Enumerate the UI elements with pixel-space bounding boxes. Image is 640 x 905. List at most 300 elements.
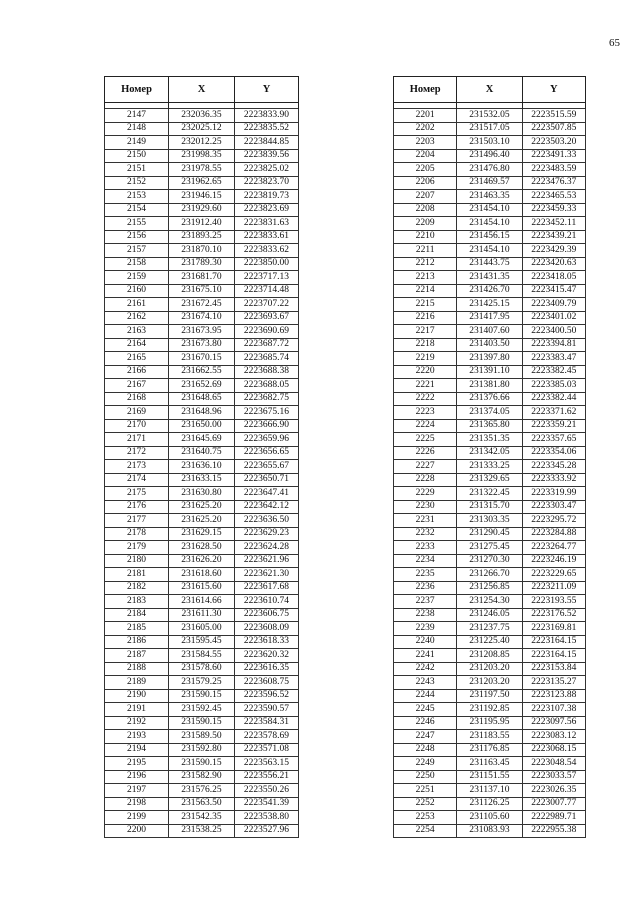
cell-x: 231151.55 xyxy=(457,770,522,784)
cell-number: 2203 xyxy=(394,136,457,150)
table-row xyxy=(394,163,586,177)
table-row xyxy=(105,662,299,676)
header-number: Номер xyxy=(105,77,169,103)
cell-x: 231351.35 xyxy=(457,433,522,447)
coordinates-table-left xyxy=(104,76,299,838)
table-row xyxy=(394,203,586,217)
cell-y: 2223420.63 xyxy=(522,257,585,271)
cell-y: 2223295.72 xyxy=(522,514,585,528)
cell-y: 2223033.57 xyxy=(522,770,585,784)
table-row xyxy=(105,392,299,406)
cell-number: 2166 xyxy=(105,365,169,379)
table-row xyxy=(394,149,586,163)
cell-x: 231342.05 xyxy=(457,446,522,460)
table-row xyxy=(105,257,299,271)
table-row xyxy=(105,649,299,663)
cell-x: 231105.60 xyxy=(457,811,522,825)
cell-y: 2223284.88 xyxy=(522,527,585,541)
cell-y: 2223401.02 xyxy=(522,311,585,325)
cell-x: 231538.25 xyxy=(169,824,235,838)
table-row xyxy=(105,163,299,177)
cell-x: 231978.55 xyxy=(169,163,235,177)
cell-number: 2200 xyxy=(105,824,169,838)
cell-y: 2223839.56 xyxy=(234,149,298,163)
cell-y: 2223229.65 xyxy=(522,568,585,582)
table-row xyxy=(105,595,299,609)
cell-x: 231675.10 xyxy=(169,284,235,298)
table-row xyxy=(394,689,586,703)
cell-y: 2223578.69 xyxy=(234,730,298,744)
cell-number: 2158 xyxy=(105,257,169,271)
cell-x: 231517.05 xyxy=(457,122,522,136)
cell-number: 2176 xyxy=(105,500,169,514)
table-row xyxy=(394,757,586,771)
cell-number: 2213 xyxy=(394,271,457,285)
cell-number: 2240 xyxy=(394,635,457,649)
cell-number: 2149 xyxy=(105,136,169,150)
cell-x: 231618.60 xyxy=(169,568,235,582)
cell-x: 231595.45 xyxy=(169,635,235,649)
cell-y: 2223707.22 xyxy=(234,298,298,312)
table-row xyxy=(394,473,586,487)
cell-y: 2223717.13 xyxy=(234,271,298,285)
cell-number: 2178 xyxy=(105,527,169,541)
table-row xyxy=(394,365,586,379)
cell-x: 231397.80 xyxy=(457,352,522,366)
cell-number: 2186 xyxy=(105,635,169,649)
cell-x: 231670.15 xyxy=(169,352,235,366)
table-header-row xyxy=(105,77,299,103)
cell-y: 2223503.20 xyxy=(522,136,585,150)
cell-x: 231625.20 xyxy=(169,500,235,514)
cell-x: 231454.10 xyxy=(457,203,522,217)
cell-x: 231443.75 xyxy=(457,257,522,271)
cell-x: 231237.75 xyxy=(457,622,522,636)
table-row xyxy=(105,730,299,744)
table-row xyxy=(394,716,586,730)
cell-x: 231391.10 xyxy=(457,365,522,379)
table-row xyxy=(105,149,299,163)
cell-y: 2223685.74 xyxy=(234,352,298,366)
table-row xyxy=(394,730,586,744)
cell-number: 2197 xyxy=(105,784,169,798)
cell-y: 2223610.74 xyxy=(234,595,298,609)
table-row xyxy=(105,325,299,339)
cell-y: 2223007.77 xyxy=(522,797,585,811)
cell-x: 231197.50 xyxy=(457,689,522,703)
cell-y: 2223682.75 xyxy=(234,392,298,406)
cell-number: 2168 xyxy=(105,392,169,406)
cell-y: 2223394.81 xyxy=(522,338,585,352)
cell-y: 2223176.52 xyxy=(522,608,585,622)
cell-y: 2223844.85 xyxy=(234,136,298,150)
cell-y: 2223606.75 xyxy=(234,608,298,622)
cell-number: 2210 xyxy=(394,230,457,244)
cell-y: 2223835.52 xyxy=(234,122,298,136)
table-row xyxy=(394,568,586,582)
cell-y: 2223620.32 xyxy=(234,649,298,663)
page-number: 65 xyxy=(609,37,620,49)
table-row xyxy=(105,676,299,690)
cell-x: 231650.00 xyxy=(169,419,235,433)
table-row xyxy=(105,190,299,204)
cell-x: 231425.15 xyxy=(457,298,522,312)
table-row xyxy=(394,541,586,555)
table-row xyxy=(394,176,586,190)
cell-x: 231674.10 xyxy=(169,311,235,325)
table-row xyxy=(394,230,586,244)
cell-x: 231476.80 xyxy=(457,163,522,177)
table-row xyxy=(105,514,299,528)
cell-x: 231578.60 xyxy=(169,662,235,676)
table-row xyxy=(394,392,586,406)
table-row xyxy=(105,743,299,757)
cell-x: 231254.30 xyxy=(457,595,522,609)
cell-x: 231266.70 xyxy=(457,568,522,582)
cell-number: 2249 xyxy=(394,757,457,771)
cell-number: 2220 xyxy=(394,365,457,379)
table-row xyxy=(394,500,586,514)
table-row xyxy=(394,824,586,838)
cell-number: 2148 xyxy=(105,122,169,136)
cell-number: 2185 xyxy=(105,622,169,636)
cell-y: 2223608.09 xyxy=(234,622,298,636)
cell-number: 2191 xyxy=(105,703,169,717)
cell-number: 2219 xyxy=(394,352,457,366)
cell-x: 231615.60 xyxy=(169,581,235,595)
cell-number: 2173 xyxy=(105,460,169,474)
cell-x: 232012.25 xyxy=(169,136,235,150)
cell-y: 2223825.02 xyxy=(234,163,298,177)
table-row xyxy=(105,365,299,379)
cell-x: 231225.40 xyxy=(457,635,522,649)
cell-y: 2223616.35 xyxy=(234,662,298,676)
cell-x: 231163.45 xyxy=(457,757,522,771)
cell-number: 2216 xyxy=(394,311,457,325)
cell-y: 2223650.71 xyxy=(234,473,298,487)
cell-number: 2188 xyxy=(105,662,169,676)
header-number: Номер xyxy=(394,77,457,103)
table-row xyxy=(105,703,299,717)
cell-number: 2212 xyxy=(394,257,457,271)
table-row xyxy=(394,136,586,150)
table-row xyxy=(105,136,299,150)
cell-x: 231137.10 xyxy=(457,784,522,798)
cell-x: 231605.00 xyxy=(169,622,235,636)
cell-y: 2223383.47 xyxy=(522,352,585,366)
cell-x: 231673.80 xyxy=(169,338,235,352)
cell-y: 2223264.77 xyxy=(522,541,585,555)
cell-number: 2237 xyxy=(394,595,457,609)
cell-y: 2223642.12 xyxy=(234,500,298,514)
cell-y: 2223483.59 xyxy=(522,163,585,177)
cell-number: 2236 xyxy=(394,581,457,595)
cell-y: 2223590.57 xyxy=(234,703,298,717)
cell-y: 2223164.15 xyxy=(522,635,585,649)
cell-number: 2243 xyxy=(394,676,457,690)
table-row xyxy=(105,271,299,285)
cell-number: 2225 xyxy=(394,433,457,447)
cell-x: 231648.65 xyxy=(169,392,235,406)
table-row xyxy=(394,635,586,649)
cell-x: 231946.15 xyxy=(169,190,235,204)
table-row xyxy=(105,176,299,190)
cell-y: 2223621.96 xyxy=(234,554,298,568)
cell-x: 231589.50 xyxy=(169,730,235,744)
cell-y: 2223400.50 xyxy=(522,325,585,339)
cell-x: 231454.10 xyxy=(457,217,522,231)
cell-x: 231365.80 xyxy=(457,419,522,433)
table-row xyxy=(105,406,299,420)
cell-x: 231503.10 xyxy=(457,136,522,150)
table-row xyxy=(394,527,586,541)
table-row xyxy=(394,271,586,285)
table-row xyxy=(394,244,586,258)
cell-y: 2223823.69 xyxy=(234,203,298,217)
cell-x: 231592.80 xyxy=(169,743,235,757)
cell-y: 2223621.30 xyxy=(234,568,298,582)
cell-y: 2223164.15 xyxy=(522,649,585,663)
table-row xyxy=(394,311,586,325)
cell-x: 231192.85 xyxy=(457,703,522,717)
table-row xyxy=(105,298,299,312)
cell-number: 2218 xyxy=(394,338,457,352)
cell-y: 2223354.06 xyxy=(522,446,585,460)
cell-y: 2223550.26 xyxy=(234,784,298,798)
cell-x: 231962.65 xyxy=(169,176,235,190)
cell-y: 2222989.71 xyxy=(522,811,585,825)
cell-y: 2223666.90 xyxy=(234,419,298,433)
header-y: Y xyxy=(234,77,298,103)
cell-y: 2223193.55 xyxy=(522,595,585,609)
cell-number: 2161 xyxy=(105,298,169,312)
cell-x: 231203.20 xyxy=(457,662,522,676)
cell-x: 231126.25 xyxy=(457,797,522,811)
cell-x: 231417.95 xyxy=(457,311,522,325)
cell-number: 2226 xyxy=(394,446,457,460)
cell-y: 2223026.35 xyxy=(522,784,585,798)
cell-y: 2223624.28 xyxy=(234,541,298,555)
cell-number: 2172 xyxy=(105,446,169,460)
cell-x: 231912.40 xyxy=(169,217,235,231)
cell-y: 2223382.45 xyxy=(522,365,585,379)
table-row xyxy=(394,649,586,663)
cell-number: 2248 xyxy=(394,743,457,757)
table-row xyxy=(394,446,586,460)
cell-number: 2153 xyxy=(105,190,169,204)
cell-x: 231195.95 xyxy=(457,716,522,730)
cell-y: 2223608.75 xyxy=(234,676,298,690)
cell-y: 2223476.37 xyxy=(522,176,585,190)
cell-number: 2233 xyxy=(394,541,457,555)
cell-x: 231614.66 xyxy=(169,595,235,609)
table-row xyxy=(105,716,299,730)
cell-number: 2222 xyxy=(394,392,457,406)
cell-y: 2223596.52 xyxy=(234,689,298,703)
cell-y: 2223452.11 xyxy=(522,217,585,231)
cell-y: 2223169.81 xyxy=(522,622,585,636)
cell-number: 2151 xyxy=(105,163,169,177)
table-row xyxy=(105,352,299,366)
cell-number: 2245 xyxy=(394,703,457,717)
cell-number: 2227 xyxy=(394,460,457,474)
cell-x: 231431.35 xyxy=(457,271,522,285)
cell-x: 231579.25 xyxy=(169,676,235,690)
cell-number: 2224 xyxy=(394,419,457,433)
cell-number: 2223 xyxy=(394,406,457,420)
cell-number: 2215 xyxy=(394,298,457,312)
table-row xyxy=(105,473,299,487)
cell-number: 2244 xyxy=(394,689,457,703)
cell-number: 2155 xyxy=(105,217,169,231)
table-row xyxy=(105,635,299,649)
cell-x: 231640.75 xyxy=(169,446,235,460)
cell-x: 231628.50 xyxy=(169,541,235,555)
cell-number: 2211 xyxy=(394,244,457,258)
cell-x: 231626.20 xyxy=(169,554,235,568)
cell-x: 231590.15 xyxy=(169,716,235,730)
table-row xyxy=(105,217,299,231)
cell-number: 2242 xyxy=(394,662,457,676)
cell-number: 2228 xyxy=(394,473,457,487)
cell-x: 231870.10 xyxy=(169,244,235,258)
cell-x: 231275.45 xyxy=(457,541,522,555)
table-row xyxy=(105,797,299,811)
cell-number: 2250 xyxy=(394,770,457,784)
cell-number: 2239 xyxy=(394,622,457,636)
cell-number: 2201 xyxy=(394,109,457,123)
table-row xyxy=(394,554,586,568)
cell-y: 2223246.19 xyxy=(522,554,585,568)
table-row xyxy=(394,743,586,757)
table-row xyxy=(394,298,586,312)
cell-x: 231454.10 xyxy=(457,244,522,258)
cell-y: 2223359.21 xyxy=(522,419,585,433)
cell-x: 231590.15 xyxy=(169,757,235,771)
table-row xyxy=(394,217,586,231)
table-row xyxy=(394,770,586,784)
cell-y: 2223345.28 xyxy=(522,460,585,474)
table-row xyxy=(105,284,299,298)
cell-number: 2251 xyxy=(394,784,457,798)
cell-y: 2223491.33 xyxy=(522,149,585,163)
cell-y: 2223333.92 xyxy=(522,473,585,487)
cell-number: 2208 xyxy=(394,203,457,217)
cell-x: 231893.25 xyxy=(169,230,235,244)
cell-y: 2223357.65 xyxy=(522,433,585,447)
cell-number: 2205 xyxy=(394,163,457,177)
cell-number: 2231 xyxy=(394,514,457,528)
cell-x: 232036.35 xyxy=(169,109,235,123)
cell-number: 2206 xyxy=(394,176,457,190)
cell-number: 2241 xyxy=(394,649,457,663)
cell-x: 231456.15 xyxy=(457,230,522,244)
cell-y: 2223459.33 xyxy=(522,203,585,217)
table-row xyxy=(105,433,299,447)
cell-x: 231329.65 xyxy=(457,473,522,487)
cell-x: 231563.50 xyxy=(169,797,235,811)
cell-x: 231630.80 xyxy=(169,487,235,501)
cell-x: 231582.90 xyxy=(169,770,235,784)
cell-x: 231315.70 xyxy=(457,500,522,514)
cell-number: 2159 xyxy=(105,271,169,285)
table-row xyxy=(394,122,586,136)
cell-x: 231611.30 xyxy=(169,608,235,622)
table-row xyxy=(105,757,299,771)
cell-y: 2223439.21 xyxy=(522,230,585,244)
cell-x: 231584.55 xyxy=(169,649,235,663)
table-row xyxy=(394,325,586,339)
table-row xyxy=(105,122,299,136)
cell-x: 232025.12 xyxy=(169,122,235,136)
cell-number: 2204 xyxy=(394,149,457,163)
cell-x: 231083.93 xyxy=(457,824,522,838)
cell-x: 231542.35 xyxy=(169,811,235,825)
cell-x: 231633.15 xyxy=(169,473,235,487)
table-row xyxy=(105,581,299,595)
cell-y: 2223409.79 xyxy=(522,298,585,312)
cell-number: 2171 xyxy=(105,433,169,447)
table-row xyxy=(394,703,586,717)
cell-y: 2223527.96 xyxy=(234,824,298,838)
cell-y: 2223675.16 xyxy=(234,406,298,420)
table-row xyxy=(394,676,586,690)
table-row xyxy=(394,433,586,447)
table-row xyxy=(105,379,299,393)
table-row xyxy=(394,487,586,501)
cell-y: 2223688.05 xyxy=(234,379,298,393)
table-row xyxy=(394,257,586,271)
cell-y: 2223563.15 xyxy=(234,757,298,771)
table-row xyxy=(105,527,299,541)
cell-x: 231322.45 xyxy=(457,487,522,501)
cell-x: 231592.45 xyxy=(169,703,235,717)
cell-number: 2232 xyxy=(394,527,457,541)
cell-y: 2223538.80 xyxy=(234,811,298,825)
cell-number: 2170 xyxy=(105,419,169,433)
cell-y: 2223097.56 xyxy=(522,716,585,730)
cell-number: 2165 xyxy=(105,352,169,366)
cell-number: 2184 xyxy=(105,608,169,622)
cell-number: 2234 xyxy=(394,554,457,568)
table-row xyxy=(105,784,299,798)
cell-x: 231629.15 xyxy=(169,527,235,541)
cell-number: 2189 xyxy=(105,676,169,690)
cell-y: 2223688.38 xyxy=(234,365,298,379)
cell-number: 2196 xyxy=(105,770,169,784)
table-row xyxy=(105,824,299,838)
cell-number: 2235 xyxy=(394,568,457,582)
cell-y: 2223429.39 xyxy=(522,244,585,258)
cell-y: 2223655.67 xyxy=(234,460,298,474)
cell-y: 2223153.84 xyxy=(522,662,585,676)
cell-y: 2223823.70 xyxy=(234,176,298,190)
table-row xyxy=(105,608,299,622)
cell-x: 231246.05 xyxy=(457,608,522,622)
table-row xyxy=(394,784,586,798)
table-row xyxy=(105,460,299,474)
table-row xyxy=(105,419,299,433)
table-row xyxy=(394,514,586,528)
cell-number: 2252 xyxy=(394,797,457,811)
cell-x: 231929.60 xyxy=(169,203,235,217)
table-row xyxy=(105,500,299,514)
cell-x: 231270.30 xyxy=(457,554,522,568)
table-row xyxy=(394,460,586,474)
cell-y: 2223618.33 xyxy=(234,635,298,649)
cell-number: 2179 xyxy=(105,541,169,555)
cell-number: 2238 xyxy=(394,608,457,622)
